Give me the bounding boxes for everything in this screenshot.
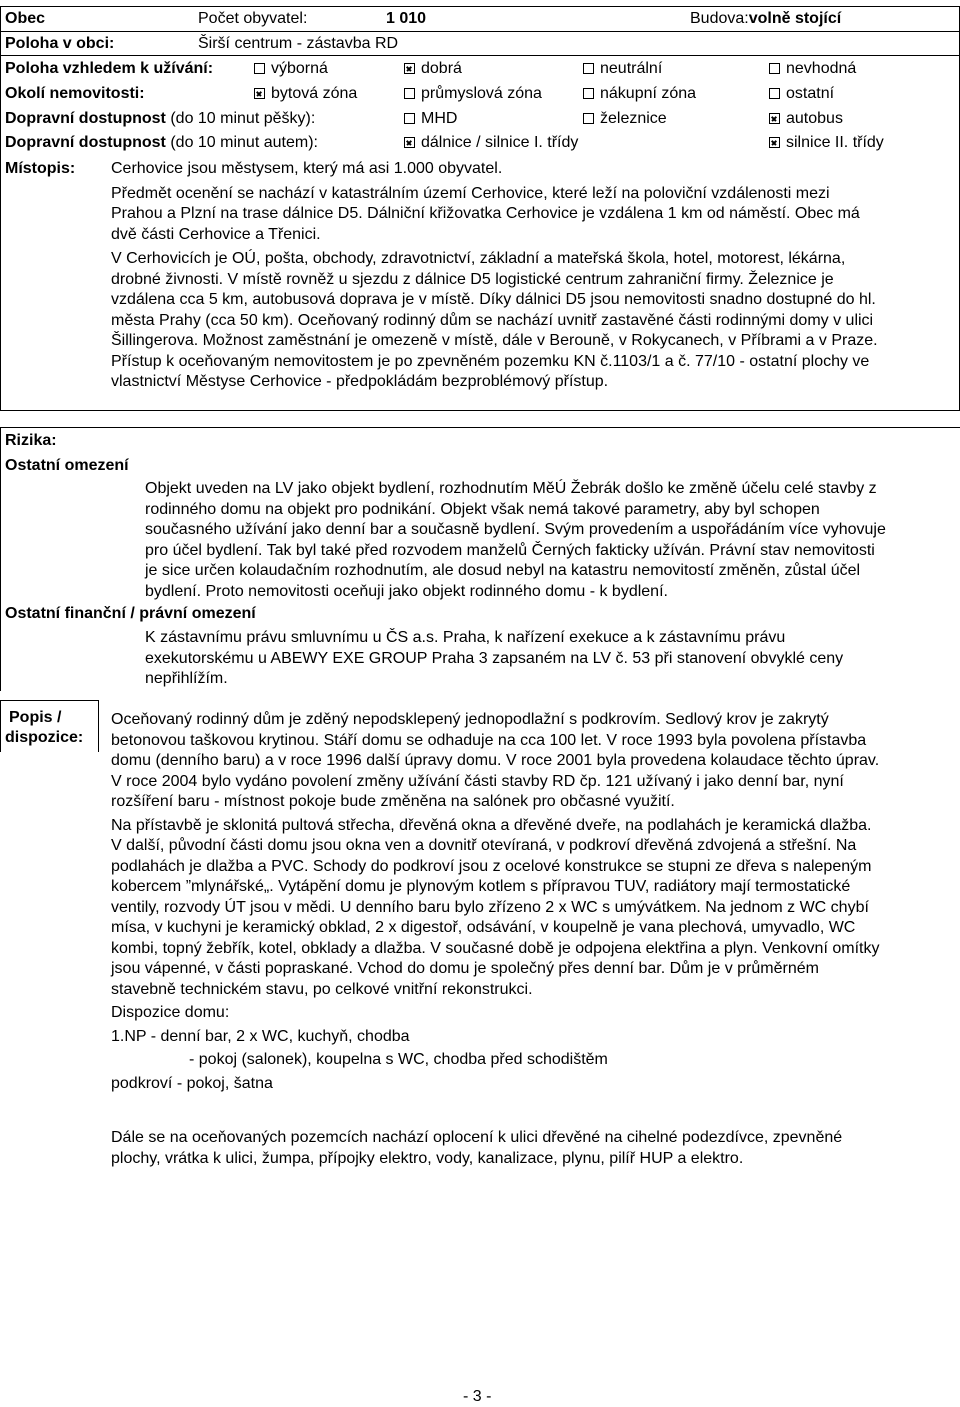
text-line: domu (denního baru) a v roce 1996 další úpravy domu. V roce 2001 byla provedena kolaudace těchto úprav.	[111, 752, 880, 769]
header-row-divider	[0, 31, 960, 32]
poloha-v-obci-label: Poloha v obci:	[5, 35, 115, 52]
page-number: - 3 -	[463, 1388, 492, 1405]
text-line: drobné živnosti. V místě rovněž u sjezdu z dálnice D5 logistické centrum zahraniční firmy. Železnice je	[111, 270, 834, 288]
text-line: rodinného domu na objekt pro podnikání. Objekt však nemá takové parametry, aby byl schopen	[145, 500, 820, 518]
checkbox-icon	[583, 113, 594, 124]
option-silnice-ii	[769, 133, 884, 153]
option-label: dálnice / silnice I. třídy	[421, 134, 579, 151]
text-line: Oceňovaný rodinný dům je zděný nepodsklepený jednopodlažní s podkrovím. Sedlový krov je zakrytý	[111, 711, 829, 728]
option-label: neutrální	[600, 60, 663, 77]
checked-checkbox-icon	[254, 88, 265, 99]
text-line: jsou vápenné, v části popraskané. Vchod do domu je společný přes denní bar. Dům je v průměrném	[111, 960, 819, 977]
np-line: 1.NP - denní bar, 2 x WC, kuchyň, chodba	[111, 1027, 410, 1045]
mistopis-text	[111, 159, 878, 393]
text-line: vzdálena cca 5 km, autobusová doprava je v místě. Díky dálnici D5 jsou nemovitosti snadno dostupné do hl.	[111, 291, 876, 308]
dispozice-label: dispozice:	[5, 729, 84, 746]
text-line: Cerhovice jsou městysem, který má asi 1.000 obyvatel.	[111, 160, 503, 177]
option-mhd	[404, 109, 457, 129]
text-line: Šillingerova. Možnost zaměstnání je omezeně v místě, dále v Berouně, v Rokycanech, v Příbrami a v Praze.	[111, 332, 878, 349]
dd-auto-label: Dopravní dostupnost (do 10 minut autem):	[5, 134, 318, 151]
option-label: autobus	[786, 110, 843, 127]
text-line: ventily, rozvody ÚT jsou v mědi. U denního baru bylo zřízeno 2 x WC s umývátkem. Na jednom z WC chybí	[111, 898, 869, 916]
text-line: bydlení. Proto nemovitosti oceňuji jako objekt rodinného domu - k bydlení.	[145, 582, 668, 600]
pocet-obyvatel-label: Počet obyvatel:	[198, 10, 308, 27]
checkbox-icon	[254, 63, 265, 74]
text-line: betonovou taškovou krytinou. Stáří domu se odhaduje na cca 100 let. V roce 1993 byla povolena přístavba	[111, 731, 867, 749]
text-line: Prahou a Plzní na trase dálnice D5. Dálniční křižovatka Cerhovice je vzdálena 1 km od náměstí. Obec má	[111, 205, 860, 222]
text-line: pro účel bydlení. Tak byl také před rozvodem manželů Černých fakticky užíván. Právní stav nemovitosti	[145, 541, 875, 559]
option-label: průmyslová zóna	[421, 85, 542, 102]
checked-checkbox-icon	[404, 63, 415, 74]
option-prumyslova-zona	[404, 84, 542, 104]
ostatni-omezeni-text	[145, 479, 886, 602]
option-zeleznice	[583, 109, 667, 129]
poloha-v-obci-value: Širší centrum - zástavba RD	[198, 35, 399, 52]
np-line-continued: - pokoj (salonek), koupelna s WC, chodba před schodištěm	[189, 1051, 608, 1068]
checkbox-icon	[583, 63, 594, 74]
uzivani-label: Poloha vzhledem k užívání:	[5, 60, 214, 77]
popis-label: Popis /	[9, 709, 62, 726]
financni-omezeni-title: Ostatní finanční / právní omezení	[5, 605, 256, 622]
text-line: mísa, v kuchyni je keramický obklad, 2 x digestoř, odsávání, v koupelně je vana plechová, umyvadlo, WC	[111, 919, 856, 936]
text-line: kobercem ”mlynářské„. Vytápění domu je plynovým kotlem s přípravou TUV, radiátory mají termostatické	[111, 878, 851, 895]
option-vyborna	[254, 59, 328, 79]
text-line: Dále se na oceňovaných pozemcích nachází oplocení k ulici dřevěné na cihelné podezdívce, zpevněné	[111, 1129, 843, 1146]
text-line: V další, původní části domu jsou okna ven a dovnitř otevíraná, v podkroví dřevěná zdvojená a střešní. Na	[111, 837, 857, 854]
text-line: podlahách je dlažba a PVC. Schody do podkroví jsou z ocelové konstrukce se stupni ze dřeva s nalepeným	[111, 857, 872, 875]
text-line: dvě části Cerhovice a Třenici.	[111, 225, 321, 243]
option-label: nákupní zóna	[600, 85, 697, 102]
checked-checkbox-icon	[769, 137, 780, 148]
podkrovi-line: podkroví - pokoj, šatna	[111, 1074, 273, 1092]
budova-field	[690, 9, 841, 29]
budova-value: volně stojící	[748, 10, 842, 27]
text-line: K zástavnímu právu smluvnímu u ČS a.s. Praha, k nařízení exekuce a k zástavnímu právu	[145, 629, 786, 646]
checked-checkbox-icon	[404, 137, 415, 148]
dispozice-title: Dispozice domu:	[111, 1004, 230, 1021]
option-label: bytová zóna	[271, 85, 358, 102]
header-row-divider	[0, 55, 960, 56]
option-nevhodna	[769, 59, 856, 79]
option-nakupni-zona	[583, 84, 696, 104]
option-label: nevhodná	[786, 60, 857, 77]
text-line: města Prahy (cca 50 km). Oceňovaný rodinný dům se nachází uvnitř zastavěné části rodinnými domy v ulici	[111, 311, 874, 329]
option-dalnice	[404, 133, 578, 153]
option-autobus	[769, 109, 843, 129]
ostatni-omezeni-title: Ostatní omezení	[5, 457, 129, 474]
option-neutralni	[583, 59, 662, 79]
text-line: současného užívání jako denní bar a současně bydlení. Svým provedením a uspořádáním více vyhovuje	[145, 521, 886, 538]
checkbox-icon	[404, 88, 415, 99]
dd-pesky-label: Dopravní dostupnost (do 10 minut pěšky):	[5, 110, 316, 127]
mistopis-label: Místopis:	[5, 160, 76, 177]
option-label: silnice II. třídy	[786, 134, 884, 151]
text-line: plochy, vrátka k ulici, žumpa, přípojky elektro, vody, kanalizace, plynu, pilíř HUP a elektro.	[111, 1149, 744, 1167]
okoli-label: Okolí nemovitosti:	[5, 85, 145, 102]
financni-omezeni-text	[145, 628, 843, 690]
checkbox-icon	[769, 63, 780, 74]
option-label: výborná	[271, 60, 328, 77]
checkbox-icon	[769, 88, 780, 99]
budova-label: Budova:	[690, 10, 749, 27]
option-label: železnice	[600, 110, 667, 127]
text-line: V Cerhovicích je OÚ, pošta, obchody, zdravotnictví, základní a mateřská škola, hotel, motorest, lékárna,	[111, 250, 846, 267]
checkbox-icon	[404, 113, 415, 124]
popis-text	[111, 710, 879, 1169]
text-line: stavebně technickém stavu, po celkové vnitřní rekonstrukci.	[111, 980, 533, 998]
pocet-obyvatel-value: 1 010	[386, 10, 427, 27]
text-line: Na přístavbě je sklonitá pultová střecha, dřevěná okna a dřevěné dveře, na podlahách je keramická dlažba.	[111, 816, 872, 834]
option-bytova-zona	[254, 84, 357, 104]
option-label: MHD	[421, 110, 458, 127]
option-dobra	[404, 59, 462, 79]
option-label: dobrá	[421, 60, 462, 77]
text-line: Přístup k oceňovaným nemovitostem je po zpevněném pozemku KN č.1103/1 a č. 77/10 - ostatní plochy ve	[111, 352, 870, 370]
text-line: je sice určen kolaudačním rozhodnutím, ale dosud nebyl na katastru nemovitostí změněn, zůstal účel	[145, 562, 861, 579]
obec-label: Obec	[5, 10, 46, 27]
checkbox-icon	[583, 88, 594, 99]
rizika-title: Rizika:	[5, 432, 57, 449]
text-line: Objekt uveden na LV jako objekt bydlení, rozhodnutím MěÚ Žebrák došlo ke změně účelu celé stavby z	[145, 480, 877, 497]
text-line: Předmět ocenění se nachází v katastrálním území Cerhovice, které leží na poloviční vzdálenosti mezi	[111, 184, 830, 202]
checked-checkbox-icon	[769, 113, 780, 124]
text-line: vlastnictví Městyse Cerhovice - předpokládám bezproblémový přístup.	[111, 373, 609, 390]
option-ostatni	[769, 84, 834, 104]
text-line: kombi, topný žebřík, kotel, obklady a dlažba. V současné době je odpojena elektřina a plyn. Venkovní omítky	[111, 939, 880, 957]
text-line: V roce 2004 bylo vydáno povolení změny užívání části stavby RD čp. 121 užívaný i jako denní bar, nyní	[111, 772, 844, 790]
text-line: nepřihlížím.	[145, 670, 228, 687]
text-line: exekutorskému u ABEWY EXE GROUP Praha 3 zapsaném na LV č. 53 při stanovení obvyklé ceny	[145, 649, 844, 667]
option-label: ostatní	[786, 85, 835, 102]
text-line: rozšíření baru - místnost pokoje bude změněna na salónek pro občasné využití.	[111, 793, 675, 810]
